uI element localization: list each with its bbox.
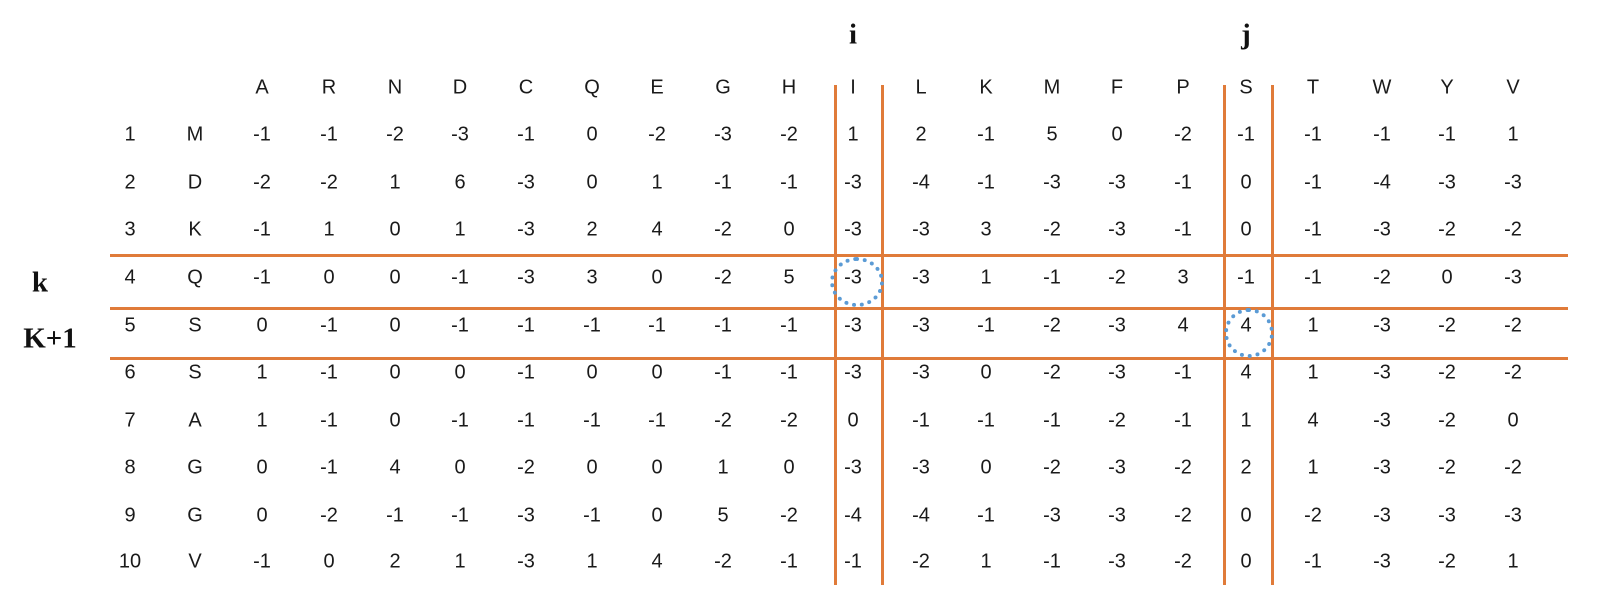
score-cell: 0 xyxy=(586,171,598,194)
score-cell: -4 xyxy=(912,171,930,194)
column-i-right-line xyxy=(881,85,884,585)
score-cell: 1 xyxy=(980,550,992,573)
score-cell: 0 xyxy=(323,266,335,289)
score-cell: -2 xyxy=(1373,266,1391,289)
score-cell: 1 xyxy=(389,171,401,194)
score-cell: -1 xyxy=(517,361,535,384)
score-cell: -3 xyxy=(1373,218,1391,241)
score-cell: -3 xyxy=(451,123,469,146)
score-cell: -2 xyxy=(1504,361,1522,384)
score-cell: -1 xyxy=(451,504,469,527)
score-cell: -4 xyxy=(844,504,862,527)
column-header-e: E xyxy=(650,76,664,99)
score-cell: -1 xyxy=(1373,123,1391,146)
score-cell: 0 xyxy=(1240,171,1252,194)
score-cell: -3 xyxy=(1438,504,1456,527)
row-residue: V xyxy=(188,550,202,573)
score-cell: 0 xyxy=(783,218,795,241)
score-cell: -2 xyxy=(1504,456,1522,479)
column-header-v: V xyxy=(1506,76,1520,99)
score-cell: -1 xyxy=(1237,123,1255,146)
row-k1-bottom-line xyxy=(110,357,1568,360)
score-cell: 1 xyxy=(651,171,663,194)
column-header-i: I xyxy=(850,76,856,99)
score-cell: -1 xyxy=(451,409,469,432)
score-cell: -3 xyxy=(714,123,732,146)
score-cell: -2 xyxy=(1438,361,1456,384)
score-cell: -2 xyxy=(1108,266,1126,289)
score-cell: -3 xyxy=(1373,504,1391,527)
column-header-m: M xyxy=(1043,76,1061,99)
score-cell: -2 xyxy=(714,266,732,289)
score-cell: 2 xyxy=(915,123,927,146)
score-cell: 3 xyxy=(980,218,992,241)
score-cell: 0 xyxy=(651,504,663,527)
score-cell: -1 xyxy=(253,218,271,241)
score-cell: -2 xyxy=(780,123,798,146)
score-cell: -2 xyxy=(1174,504,1192,527)
score-cell: 0 xyxy=(256,456,268,479)
score-cell: -2 xyxy=(320,504,338,527)
score-cell: 4 xyxy=(1240,361,1252,384)
score-cell: -2 xyxy=(648,123,666,146)
score-cell: 1 xyxy=(980,266,992,289)
score-cell: 0 xyxy=(1507,409,1519,432)
score-cell: -3 xyxy=(1504,266,1522,289)
score-cell: 5 xyxy=(717,504,729,527)
score-cell: 1 xyxy=(1507,123,1519,146)
score-cell: -1 xyxy=(320,456,338,479)
score-cell: -3 xyxy=(517,218,535,241)
score-cell: -1 xyxy=(1174,218,1192,241)
score-cell: 6 xyxy=(454,171,466,194)
row-position: 10 xyxy=(118,550,142,573)
score-cell: 0 xyxy=(980,361,992,384)
score-cell: 0 xyxy=(1240,550,1252,573)
score-cell: 1 xyxy=(256,409,268,432)
column-header-y: Y xyxy=(1440,76,1454,99)
score-cell: 1 xyxy=(1307,361,1319,384)
score-cell: -1 xyxy=(253,123,271,146)
score-cell: -1 xyxy=(320,314,338,337)
column-header-f: F xyxy=(1110,76,1124,99)
column-header-h: H xyxy=(781,76,797,99)
row-residue: Q xyxy=(187,266,203,289)
marker-k: k xyxy=(31,266,49,299)
score-cell: -2 xyxy=(1043,218,1061,241)
score-cell: -1 xyxy=(386,504,404,527)
score-cell: -3 xyxy=(1108,218,1126,241)
score-cell: -3 xyxy=(912,266,930,289)
score-cell: 0 xyxy=(586,123,598,146)
score-cell: -4 xyxy=(912,504,930,527)
score-cell: -1 xyxy=(451,314,469,337)
row-residue: G xyxy=(187,504,203,527)
score-cell: -1 xyxy=(517,409,535,432)
score-cell: -3 xyxy=(844,266,862,289)
score-cell: 4 xyxy=(1240,314,1252,337)
score-cell: -3 xyxy=(1108,361,1126,384)
score-cell: -3 xyxy=(517,550,535,573)
score-cell: 0 xyxy=(847,409,859,432)
score-cell: -2 xyxy=(714,218,732,241)
score-cell: -1 xyxy=(977,504,995,527)
score-cell: -3 xyxy=(844,456,862,479)
score-cell: -1 xyxy=(648,314,666,337)
score-cell: 0 xyxy=(1240,504,1252,527)
score-cell: -2 xyxy=(780,409,798,432)
row-position: 7 xyxy=(124,409,136,432)
score-cell: -3 xyxy=(912,314,930,337)
score-cell: -2 xyxy=(1043,361,1061,384)
score-cell: 0 xyxy=(454,361,466,384)
score-cell: -1 xyxy=(780,314,798,337)
score-cell: 0 xyxy=(1441,266,1453,289)
marker-i: i xyxy=(848,18,858,51)
score-cell: 1 xyxy=(323,218,335,241)
score-cell: -1 xyxy=(451,266,469,289)
score-cell: 0 xyxy=(1240,218,1252,241)
score-cell: -2 xyxy=(253,171,271,194)
score-cell: -2 xyxy=(714,409,732,432)
score-cell: -1 xyxy=(977,171,995,194)
row-position: 1 xyxy=(124,123,136,146)
score-cell: -1 xyxy=(583,314,601,337)
score-cell: 0 xyxy=(256,504,268,527)
highlight-circle-i xyxy=(830,257,884,307)
row-residue: D xyxy=(187,171,203,194)
score-cell: -1 xyxy=(583,409,601,432)
marker-j: j xyxy=(1241,18,1251,51)
score-cell: -3 xyxy=(1373,550,1391,573)
score-cell: 1 xyxy=(454,218,466,241)
score-cell: 3 xyxy=(586,266,598,289)
score-cell: -2 xyxy=(912,550,930,573)
score-cell: -2 xyxy=(1304,504,1322,527)
score-cell: 0 xyxy=(980,456,992,479)
score-cell: -3 xyxy=(1043,171,1061,194)
score-cell: -1 xyxy=(320,361,338,384)
row-position: 3 xyxy=(124,218,136,241)
score-cell: -3 xyxy=(1108,314,1126,337)
row-residue: G xyxy=(187,456,203,479)
row-residue: A xyxy=(188,409,202,432)
score-cell: 4 xyxy=(389,456,401,479)
score-cell: 5 xyxy=(1046,123,1058,146)
score-cell: -1 xyxy=(320,123,338,146)
score-cell: -1 xyxy=(780,361,798,384)
column-header-d: D xyxy=(452,76,468,99)
score-cell: 0 xyxy=(389,218,401,241)
column-header-r: R xyxy=(321,76,337,99)
score-cell: 0 xyxy=(651,266,663,289)
score-cell: -2 xyxy=(386,123,404,146)
score-cell: 1 xyxy=(256,361,268,384)
row-position: 5 xyxy=(124,314,136,337)
score-cell: 0 xyxy=(389,314,401,337)
column-header-p: P xyxy=(1176,76,1190,99)
score-cell: 0 xyxy=(256,314,268,337)
row-k-top-line xyxy=(110,254,1568,257)
score-cell: -1 xyxy=(1438,123,1456,146)
score-cell: -1 xyxy=(780,171,798,194)
score-cell: -1 xyxy=(1304,550,1322,573)
column-header-l: L xyxy=(915,76,927,99)
score-cell: 1 xyxy=(847,123,859,146)
score-cell: -1 xyxy=(253,266,271,289)
score-cell: -2 xyxy=(1043,314,1061,337)
score-cell: -1 xyxy=(1304,123,1322,146)
score-cell: -3 xyxy=(844,171,862,194)
score-cell: 0 xyxy=(454,456,466,479)
score-cell: -2 xyxy=(517,456,535,479)
score-cell: 1 xyxy=(717,456,729,479)
score-cell: -3 xyxy=(1373,314,1391,337)
score-cell: -3 xyxy=(517,171,535,194)
score-cell: -3 xyxy=(1373,456,1391,479)
score-cell: 0 xyxy=(1111,123,1123,146)
score-cell: -3 xyxy=(517,504,535,527)
score-cell: -1 xyxy=(1174,171,1192,194)
score-cell: -2 xyxy=(1504,218,1522,241)
score-cell: -1 xyxy=(1043,409,1061,432)
score-cell: -3 xyxy=(1438,171,1456,194)
score-cell: -1 xyxy=(648,409,666,432)
score-cell: -1 xyxy=(714,314,732,337)
row-residue: M xyxy=(186,123,204,146)
score-cell: 0 xyxy=(389,409,401,432)
score-cell: -3 xyxy=(1043,504,1061,527)
score-cell: -1 xyxy=(977,409,995,432)
score-cell: -2 xyxy=(1174,456,1192,479)
score-cell: -1 xyxy=(844,550,862,573)
score-cell: 4 xyxy=(651,218,663,241)
score-cell: 4 xyxy=(1307,409,1319,432)
score-cell: -1 xyxy=(1174,409,1192,432)
row-position: 6 xyxy=(124,361,136,384)
score-cell: -1 xyxy=(1237,266,1255,289)
score-cell: 0 xyxy=(323,550,335,573)
score-cell: -2 xyxy=(1174,123,1192,146)
row-position: 4 xyxy=(124,266,136,289)
score-cell: -2 xyxy=(1504,314,1522,337)
score-cell: -3 xyxy=(1108,550,1126,573)
score-cell: 4 xyxy=(651,550,663,573)
score-cell: -1 xyxy=(912,409,930,432)
score-cell: -2 xyxy=(714,550,732,573)
score-cell: -2 xyxy=(1043,456,1061,479)
row-k-bottom-line xyxy=(110,307,1568,310)
highlight-circle-j xyxy=(1224,308,1274,358)
score-cell: -3 xyxy=(1108,456,1126,479)
score-cell: -3 xyxy=(1504,171,1522,194)
score-cell: 0 xyxy=(389,361,401,384)
score-cell: 2 xyxy=(586,218,598,241)
score-cell: 0 xyxy=(783,456,795,479)
column-header-s: S xyxy=(1239,76,1253,99)
row-residue: K xyxy=(188,218,202,241)
score-cell: -1 xyxy=(517,123,535,146)
column-header-k: K xyxy=(979,76,993,99)
score-cell: -1 xyxy=(320,409,338,432)
score-cell: -2 xyxy=(1174,550,1192,573)
score-cell: -2 xyxy=(780,504,798,527)
score-cell: -3 xyxy=(517,266,535,289)
marker-k-plus-1: K+1 xyxy=(23,322,77,355)
score-cell: 1 xyxy=(1307,456,1319,479)
score-cell: -1 xyxy=(1304,218,1322,241)
column-header-q: Q xyxy=(584,76,600,99)
score-cell: -3 xyxy=(1504,504,1522,527)
score-cell: 2 xyxy=(1240,456,1252,479)
score-cell: -1 xyxy=(517,314,535,337)
column-header-c: C xyxy=(518,76,534,99)
row-residue: S xyxy=(188,361,202,384)
score-cell: 1 xyxy=(1507,550,1519,573)
score-cell: -2 xyxy=(1438,218,1456,241)
score-cell: 0 xyxy=(651,361,663,384)
column-header-w: W xyxy=(1372,76,1392,99)
score-cell: -1 xyxy=(977,314,995,337)
row-position: 8 xyxy=(124,456,136,479)
score-cell: -3 xyxy=(912,361,930,384)
column-i-left-line xyxy=(834,85,837,585)
score-cell: -1 xyxy=(253,550,271,573)
score-cell: -3 xyxy=(844,314,862,337)
score-cell: 2 xyxy=(389,550,401,573)
score-cell: -3 xyxy=(912,218,930,241)
score-cell: -1 xyxy=(1043,550,1061,573)
score-cell: -3 xyxy=(1373,409,1391,432)
score-cell: -1 xyxy=(1304,266,1322,289)
column-header-n: N xyxy=(387,76,403,99)
column-header-g: G xyxy=(715,76,731,99)
score-cell: -1 xyxy=(714,171,732,194)
score-cell: -1 xyxy=(583,504,601,527)
score-cell: -2 xyxy=(1438,550,1456,573)
score-cell: 4 xyxy=(1177,314,1189,337)
score-cell: -1 xyxy=(714,361,732,384)
column-header-t: T xyxy=(1306,76,1320,99)
column-header-a: A xyxy=(255,76,269,99)
score-cell: 3 xyxy=(1177,266,1189,289)
score-cell: -3 xyxy=(844,361,862,384)
row-position: 2 xyxy=(124,171,136,194)
score-cell: 1 xyxy=(454,550,466,573)
score-cell: -1 xyxy=(780,550,798,573)
score-cell: -3 xyxy=(1108,171,1126,194)
score-cell: -3 xyxy=(1373,361,1391,384)
score-cell: -2 xyxy=(1108,409,1126,432)
score-cell: 0 xyxy=(389,266,401,289)
score-cell: 1 xyxy=(1307,314,1319,337)
score-cell: -2 xyxy=(1438,314,1456,337)
score-cell: -1 xyxy=(1174,361,1192,384)
row-residue: S xyxy=(188,314,202,337)
score-cell: -1 xyxy=(1304,171,1322,194)
score-cell: -1 xyxy=(1043,266,1061,289)
score-cell: 0 xyxy=(586,361,598,384)
row-position: 9 xyxy=(124,504,136,527)
score-cell: -2 xyxy=(1438,456,1456,479)
score-cell: 0 xyxy=(651,456,663,479)
score-cell: 5 xyxy=(783,266,795,289)
score-cell: -4 xyxy=(1373,171,1391,194)
score-cell: 1 xyxy=(1240,409,1252,432)
score-cell: -2 xyxy=(1438,409,1456,432)
score-cell: 1 xyxy=(586,550,598,573)
score-cell: -3 xyxy=(1108,504,1126,527)
score-cell: -3 xyxy=(844,218,862,241)
score-cell: 0 xyxy=(586,456,598,479)
score-cell: -1 xyxy=(977,123,995,146)
score-cell: -3 xyxy=(912,456,930,479)
score-cell: -2 xyxy=(320,171,338,194)
